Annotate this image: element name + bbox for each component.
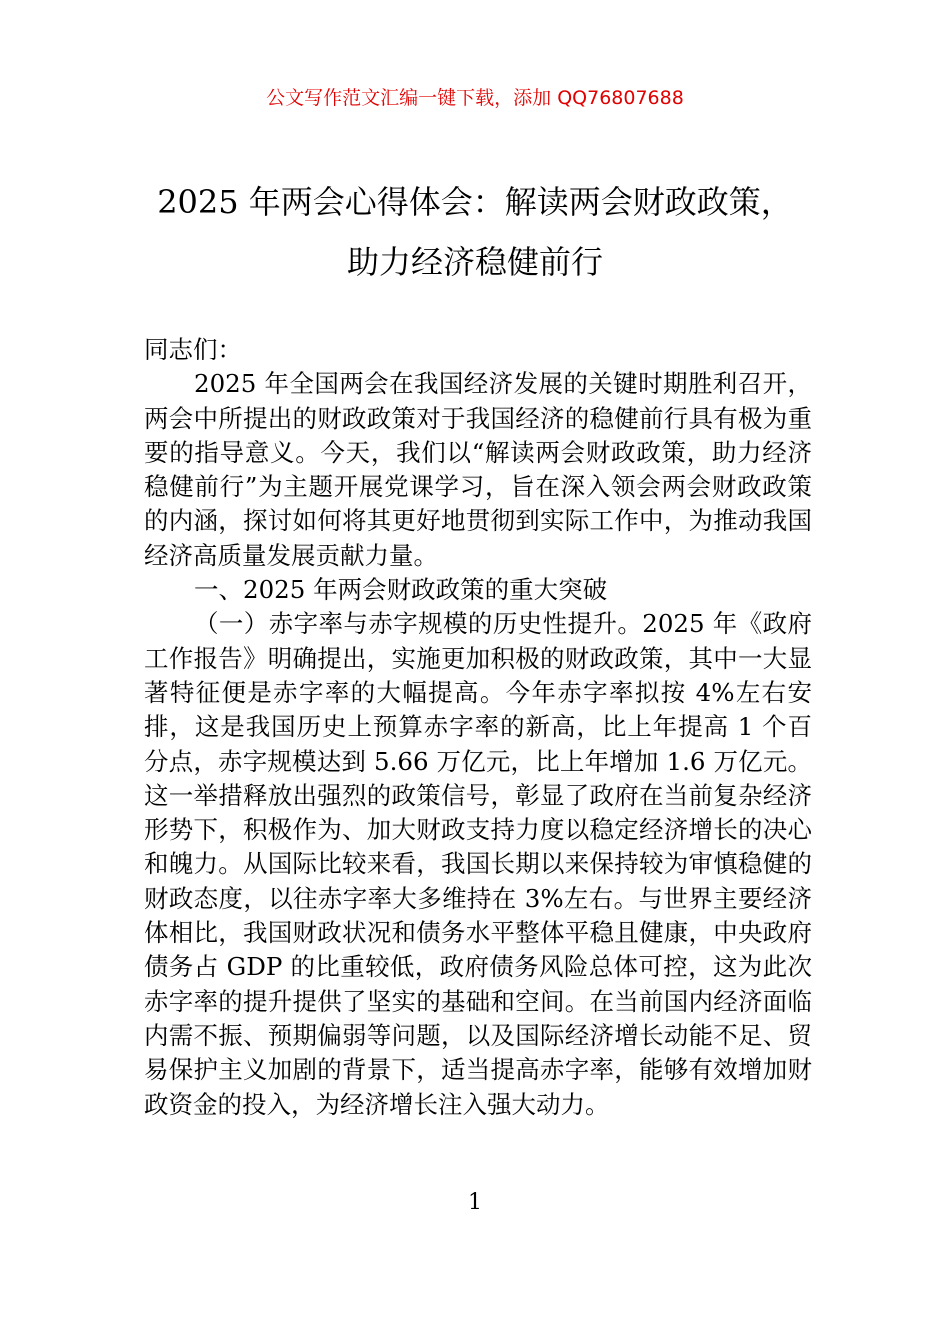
subsection-paragraph: （一）赤字率与赤字规模的历史性提升。2025 年《政府工作报告》明确提出，实施更加积极的财政政策，其中一大显著特征便是赤字率的大幅提高。今年赤字率拟按 4%左右安排，这是我国历史上预算赤字率的新高，比上年提高 1 个百分点，赤字规模达到 5.66 万亿元，比上年增加 1.6 万亿元。这一举措释放出强烈的政策信号，彰显了政府在当前复杂经济形势下，积极作为、加大财政支持力度以稳定经济增长的决心和魄力。从国际比较来看，我国长期以来保持较为审慎稳健的财政态度，以往赤字率大多维持在 3%左右。与世界主要经济体相比，我国财政状况和债务水平整体平稳且健康，中央政府债务占 GDP 的比重较低，政府债务风险总体可控，这为此次赤字率的提升提供了坚实的基础和空间。在当前国内经济面临内需不振、预期偏弱等问题，以及国际经济增长动能不足、贸易保护主义加剧的背景下，适当提高赤字率，能够有效增加财政资金的投入，为经济增长注入强大动力。: [144, 609, 812, 1119]
title-line-2: 助力经济稳健前行: [346, 243, 603, 281]
page-number: 1: [468, 1190, 482, 1215]
title-line-1: 2025 年两会心得体会：解读两会财政政策，: [157, 183, 793, 221]
salutation: 同志们：: [144, 335, 242, 364]
section-heading: 一、2025 年两会财政政策的重大突破: [194, 575, 608, 605]
intro-paragraph: 2025 年全国两会在我国经济发展的关键时期胜利召开，两会中所提出的财政政策对于我国经济的稳健前行具有极为重要的指导意义。今天，我们以“解读两会财政政策，助力经济稳健前行”为主题开展党课学习，旨在深入领会两会财政政策的内涵，探讨如何将其更好地贯彻到实际工作中，为推动我国经济高质量发展贡献力量。: [144, 369, 812, 570]
document-title: [100, 172, 850, 292]
document-body: [144, 333, 812, 1122]
download-watermark: 公文写作范文汇编一键下载，添加 QQ76807688: [266, 87, 684, 109]
